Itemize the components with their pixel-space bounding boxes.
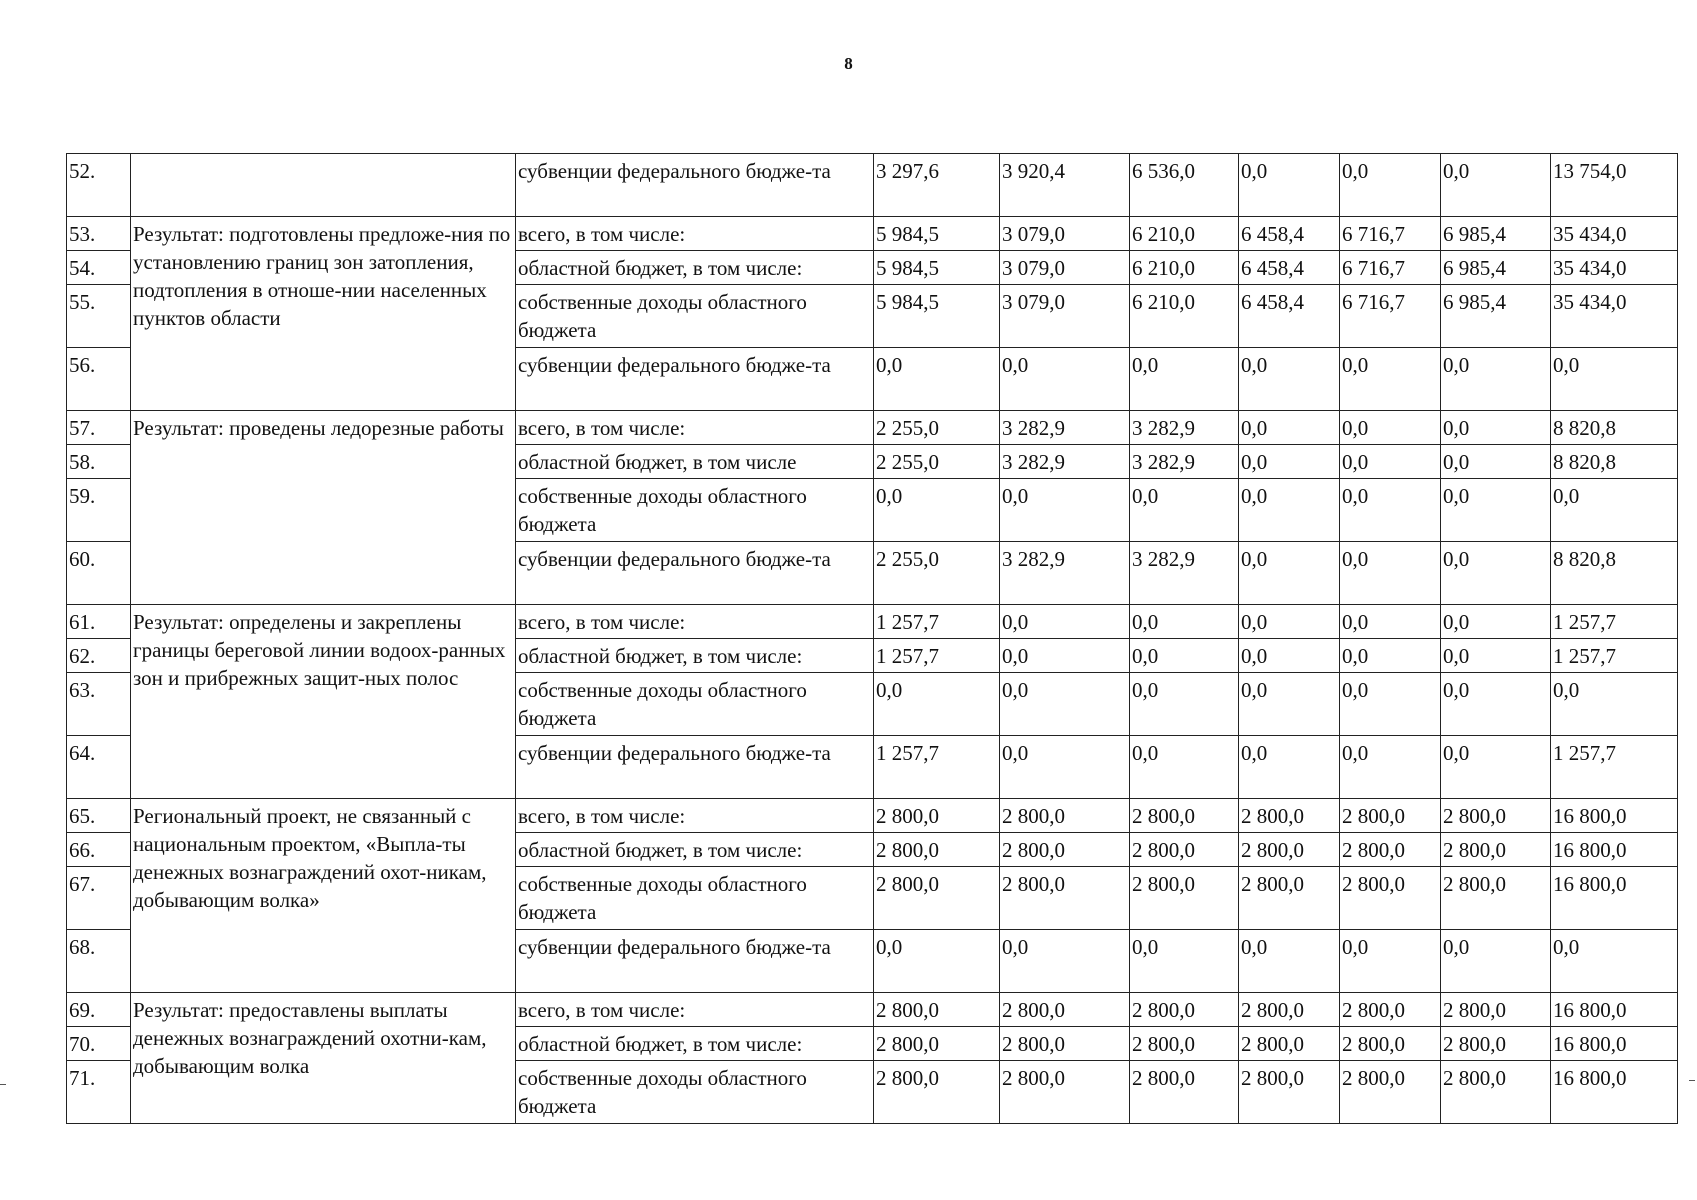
value-cell: 8 820,8 [1551,411,1678,445]
value-cell: 0,0 [1000,673,1130,736]
funding-source: всего, в том числе: [516,799,874,833]
value-cell: 2 800,0 [874,799,1000,833]
budget-table [66,153,1678,1124]
value-cell: 0,0 [874,479,1000,542]
value-cell: 2 800,0 [1340,1061,1441,1124]
value-cell: 2 800,0 [1000,833,1130,867]
table-row [67,993,1678,1027]
value-cell: 3 282,9 [1000,542,1130,605]
row-number: 66. [67,833,131,867]
funding-source: собственные доходы областного бюджета [516,285,874,348]
value-cell: 0,0 [1239,348,1340,411]
value-cell: 6 210,0 [1130,251,1239,285]
value-cell: 2 800,0 [1130,1061,1239,1124]
value-cell: 2 800,0 [1239,993,1340,1027]
value-cell: 6 716,7 [1340,251,1441,285]
value-cell: 1 257,7 [1551,639,1678,673]
value-cell: 0,0 [1130,930,1239,993]
funding-source: областной бюджет, в том числе [516,445,874,479]
value-cell: 0,0 [1441,542,1551,605]
value-cell: 0,0 [1239,154,1340,217]
value-cell: 0,0 [1000,736,1130,799]
value-cell: 35 434,0 [1551,285,1678,348]
row-number: 53. [67,217,131,251]
funding-source: собственные доходы областного бюджета [516,479,874,542]
value-cell: 2 800,0 [1000,867,1130,930]
value-cell: 2 255,0 [874,411,1000,445]
row-number: 59. [67,479,131,542]
value-cell: 16 800,0 [1551,993,1678,1027]
value-cell: 2 800,0 [1239,799,1340,833]
value-cell: 2 800,0 [1441,833,1551,867]
value-cell: 2 800,0 [1000,993,1130,1027]
funding-source: собственные доходы областного бюджета [516,867,874,930]
page-number: 8 [844,54,853,73]
margin-mark-right [1689,1080,1695,1081]
value-cell: 0,0 [1130,605,1239,639]
value-cell: 0,0 [1130,736,1239,799]
value-cell: 0,0 [1441,673,1551,736]
value-cell: 16 800,0 [1551,1061,1678,1124]
value-cell: 2 800,0 [1239,1061,1340,1124]
value-cell: 35 434,0 [1551,217,1678,251]
value-cell: 2 800,0 [1340,1027,1441,1061]
value-cell: 2 800,0 [874,867,1000,930]
value-cell: 6 210,0 [1130,285,1239,348]
value-cell: 2 800,0 [1130,799,1239,833]
row-number: 71. [67,1061,131,1124]
row-number: 68. [67,930,131,993]
value-cell: 2 800,0 [1441,799,1551,833]
value-cell: 2 800,0 [874,1027,1000,1061]
funding-source: субвенции федерального бюдже-та [516,154,874,217]
value-cell: 0,0 [1441,736,1551,799]
row-number: 62. [67,639,131,673]
row-number: 60. [67,542,131,605]
value-cell: 0,0 [1340,930,1441,993]
value-cell: 2 800,0 [1000,1061,1130,1124]
value-cell: 2 800,0 [1441,1061,1551,1124]
value-cell: 6 716,7 [1340,285,1441,348]
value-cell: 3 282,9 [1130,542,1239,605]
value-cell: 1 257,7 [874,736,1000,799]
funding-source: всего, в том числе: [516,605,874,639]
row-number: 61. [67,605,131,639]
value-cell: 3 079,0 [1000,285,1130,348]
value-cell: 3 079,0 [1000,217,1130,251]
value-cell: 0,0 [1340,348,1441,411]
value-cell: 2 800,0 [1340,993,1441,1027]
value-cell: 2 800,0 [874,833,1000,867]
value-cell: 0,0 [874,930,1000,993]
value-cell: 13 754,0 [1551,154,1678,217]
value-cell: 0,0 [1239,639,1340,673]
row-number: 69. [67,993,131,1027]
value-cell: 0,0 [1340,605,1441,639]
funding-source: собственные доходы областного бюджета [516,673,874,736]
value-cell: 0,0 [1130,479,1239,542]
value-cell: 1 257,7 [874,639,1000,673]
value-cell: 0,0 [1441,445,1551,479]
value-cell: 0,0 [1340,445,1441,479]
row-number: 54. [67,251,131,285]
value-cell: 0,0 [1340,639,1441,673]
value-cell: 2 800,0 [1130,867,1239,930]
value-cell: 3 282,9 [1130,411,1239,445]
result-description: Результат: подготовлены предложе-ния по установлению границ зон затопления, подтопления в отноше-нии населенных пунктов области [131,217,516,411]
result-description [131,154,516,217]
value-cell: 0,0 [1551,930,1678,993]
value-cell: 0,0 [1130,673,1239,736]
funding-source: областной бюджет, в том числе: [516,251,874,285]
margin-mark-left [0,1084,6,1085]
funding-source: областной бюджет, в том числе: [516,833,874,867]
value-cell: 1 257,7 [1551,736,1678,799]
funding-source: всего, в том числе: [516,411,874,445]
funding-source: субвенции федерального бюдже-та [516,930,874,993]
value-cell: 0,0 [1239,542,1340,605]
value-cell: 2 800,0 [1130,993,1239,1027]
value-cell: 0,0 [1239,445,1340,479]
value-cell: 5 984,5 [874,217,1000,251]
value-cell: 0,0 [1441,154,1551,217]
table-row [67,799,1678,833]
value-cell: 0,0 [1130,639,1239,673]
value-cell: 2 255,0 [874,445,1000,479]
value-cell: 0,0 [1130,348,1239,411]
row-number: 67. [67,867,131,930]
value-cell: 6 985,4 [1441,251,1551,285]
row-number: 70. [67,1027,131,1061]
value-cell: 0,0 [1239,605,1340,639]
value-cell: 2 800,0 [1441,1027,1551,1061]
funding-source: субвенции федерального бюдже-та [516,736,874,799]
value-cell: 0,0 [1340,673,1441,736]
value-cell: 35 434,0 [1551,251,1678,285]
value-cell: 0,0 [1340,736,1441,799]
value-cell: 0,0 [874,673,1000,736]
table-row [67,605,1678,639]
value-cell: 0,0 [1340,479,1441,542]
value-cell: 5 984,5 [874,285,1000,348]
result-description: Результат: определены и закреплены границы береговой линии водоох-ранных зон и прибрежных защит-ных полос [131,605,516,799]
value-cell: 2 800,0 [1340,833,1441,867]
value-cell: 0,0 [1441,639,1551,673]
result-description: Результат: предоставлены выплаты денежных вознаграждений охотни-кам, добывающим волка [131,993,516,1124]
value-cell: 6 458,4 [1239,217,1340,251]
value-cell: 2 800,0 [1130,1027,1239,1061]
value-cell: 3 282,9 [1130,445,1239,479]
row-number: 63. [67,673,131,736]
value-cell: 0,0 [1441,479,1551,542]
value-cell: 6 458,4 [1239,251,1340,285]
value-cell: 1 257,7 [1551,605,1678,639]
value-cell: 0,0 [1239,411,1340,445]
row-number: 65. [67,799,131,833]
value-cell: 6 985,4 [1441,217,1551,251]
result-description: Результат: проведены ледорезные работы [131,411,516,605]
value-cell: 2 800,0 [1000,799,1130,833]
funding-source: субвенции федерального бюдже-та [516,348,874,411]
value-cell: 16 800,0 [1551,833,1678,867]
value-cell: 0,0 [1551,673,1678,736]
table-row [67,217,1678,251]
funding-source: субвенции федерального бюдже-та [516,542,874,605]
value-cell: 3 079,0 [1000,251,1130,285]
value-cell: 8 820,8 [1551,542,1678,605]
value-cell: 0,0 [1441,930,1551,993]
value-cell: 0,0 [1551,348,1678,411]
row-number: 58. [67,445,131,479]
value-cell: 3 297,6 [874,154,1000,217]
value-cell: 6 210,0 [1130,217,1239,251]
value-cell: 16 800,0 [1551,1027,1678,1061]
row-number: 55. [67,285,131,348]
value-cell: 2 800,0 [1340,799,1441,833]
value-cell: 2 255,0 [874,542,1000,605]
funding-source: всего, в том числе: [516,993,874,1027]
value-cell: 2 800,0 [1441,993,1551,1027]
table-row [67,411,1678,445]
value-cell: 2 800,0 [1340,867,1441,930]
value-cell: 2 800,0 [1239,1027,1340,1061]
value-cell: 6 458,4 [1239,285,1340,348]
value-cell: 5 984,5 [874,251,1000,285]
value-cell: 0,0 [1441,411,1551,445]
value-cell: 0,0 [1340,542,1441,605]
value-cell: 0,0 [1000,348,1130,411]
value-cell: 2 800,0 [1239,833,1340,867]
value-cell: 6 985,4 [1441,285,1551,348]
value-cell: 16 800,0 [1551,799,1678,833]
row-number: 56. [67,348,131,411]
value-cell: 0,0 [1441,605,1551,639]
value-cell: 0,0 [1340,411,1441,445]
value-cell: 0,0 [1239,736,1340,799]
funding-source: собственные доходы областного бюджета [516,1061,874,1124]
value-cell: 2 800,0 [874,1061,1000,1124]
value-cell: 2 800,0 [874,993,1000,1027]
value-cell: 0,0 [1239,479,1340,542]
funding-source: областной бюджет, в том числе: [516,639,874,673]
value-cell: 16 800,0 [1551,867,1678,930]
value-cell: 0,0 [1239,673,1340,736]
funding-source: всего, в том числе: [516,217,874,251]
value-cell: 2 800,0 [1000,1027,1130,1061]
value-cell: 2 800,0 [1130,833,1239,867]
row-number: 57. [67,411,131,445]
table-row [67,154,1678,217]
value-cell: 0,0 [1441,348,1551,411]
value-cell: 0,0 [874,348,1000,411]
row-number: 52. [67,154,131,217]
value-cell: 0,0 [1000,479,1130,542]
funding-source: областной бюджет, в том числе: [516,1027,874,1061]
value-cell: 0,0 [1000,605,1130,639]
value-cell: 8 820,8 [1551,445,1678,479]
value-cell: 0,0 [1000,639,1130,673]
value-cell: 0,0 [1340,154,1441,217]
value-cell: 6 536,0 [1130,154,1239,217]
value-cell: 2 800,0 [1239,867,1340,930]
value-cell: 3 282,9 [1000,445,1130,479]
row-number: 64. [67,736,131,799]
value-cell: 6 716,7 [1340,217,1441,251]
value-cell: 0,0 [1239,930,1340,993]
value-cell: 3 282,9 [1000,411,1130,445]
value-cell: 0,0 [1551,479,1678,542]
value-cell: 1 257,7 [874,605,1000,639]
value-cell: 2 800,0 [1441,867,1551,930]
result-description: Региональный проект, не связанный с национальным проектом, «Выпла-ты денежных вознаграждений охот-никам, добывающим волка» [131,799,516,993]
value-cell: 0,0 [1000,930,1130,993]
value-cell: 3 920,4 [1000,154,1130,217]
